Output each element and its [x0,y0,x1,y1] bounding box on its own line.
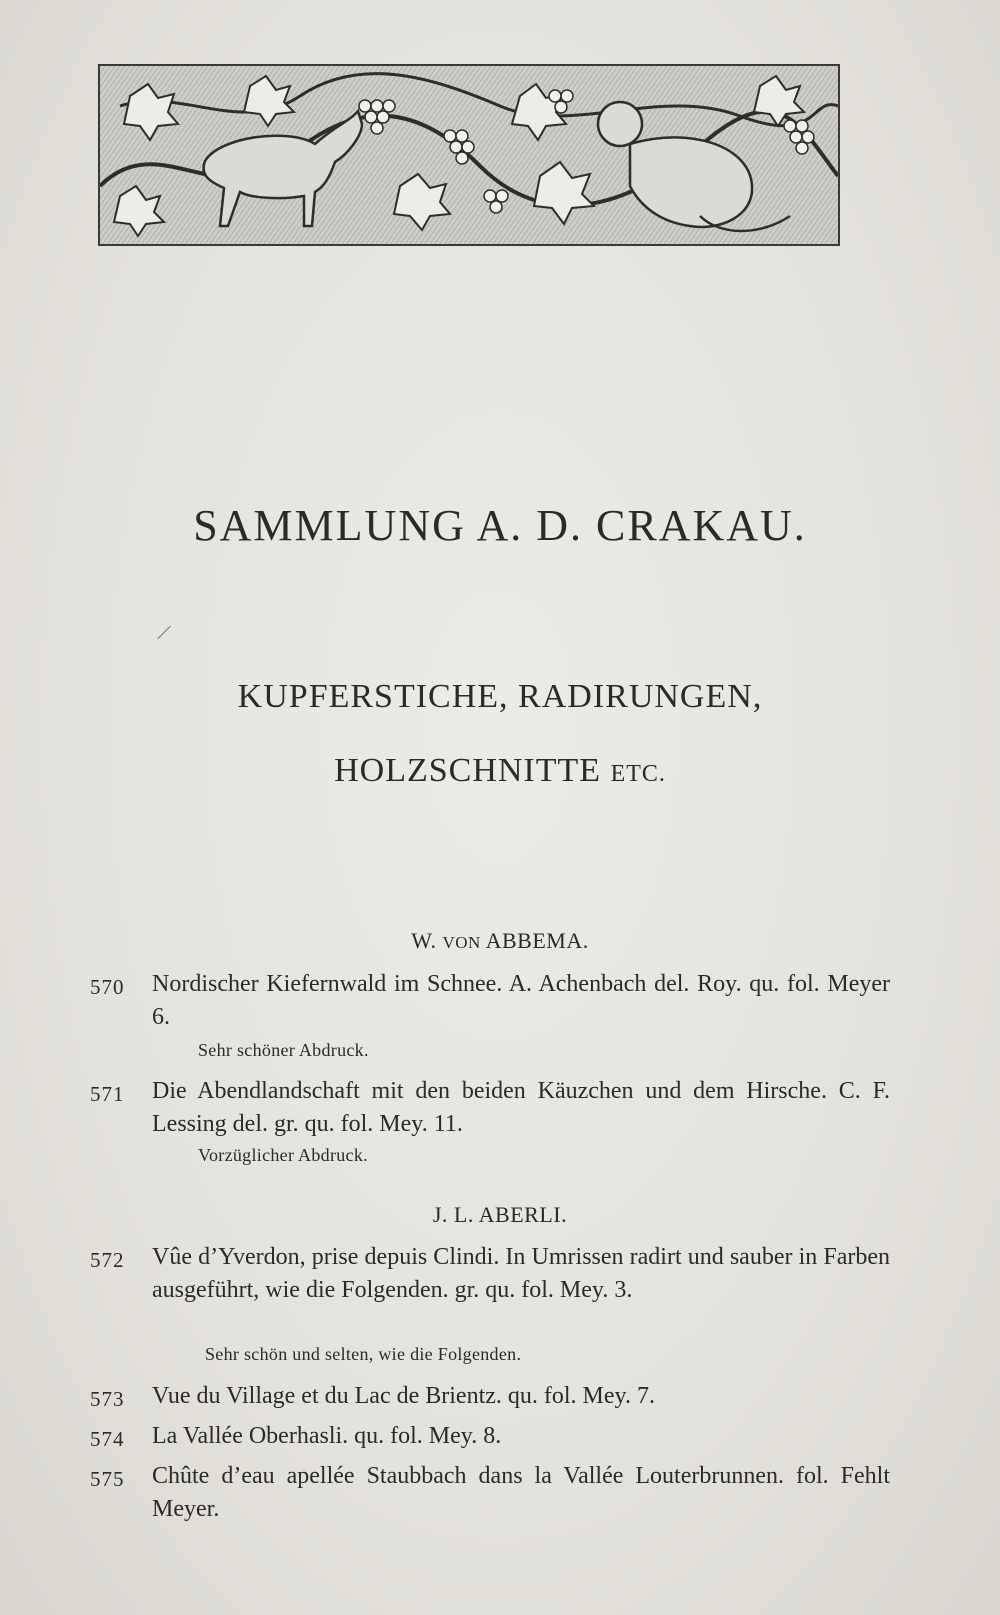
subtitle-main: HOLZSCHNITTE [334,752,602,789]
subtitle-line-2 [0,752,1000,790]
entry-text: Chûte d’eau apellée Staubbach dans la Vallée Louterbrunnen. fol. Fehlt Meyer. [152,1463,890,1522]
entry-number: 573 [90,1387,125,1411]
subtitle-etc: ETC. [610,761,666,787]
catalog-entry [90,968,890,1034]
catalog-entry [90,1075,890,1141]
catalog-entry [90,1241,890,1307]
entry-note: Sehr schöner Abdruck. [198,1040,369,1060]
entry-number: 572 [90,1248,125,1272]
entry-note: Sehr schön und selten, wie die Folgenden. [205,1344,522,1364]
catalog-entry [90,1380,890,1413]
entry-number: 570 [90,975,125,999]
entry-number: 575 [90,1467,125,1491]
entry-number: 574 [90,1427,125,1451]
heading-initial: W. [411,928,437,953]
heading-name: ABBEMA. [485,928,589,953]
entry-note: Vorzüglicher Abdruck. [198,1145,368,1165]
catalog-entry [90,1460,890,1526]
section-heading-aberli: J. L. ABERLI. [432,1202,568,1227]
decorative-vignette-illustration [98,64,840,246]
heading-von: VON [442,933,481,952]
page-title: SAMMLUNG A. D. CRAKAU. [193,501,807,550]
entry-number: 571 [90,1082,125,1106]
section-heading-abbema [0,928,1000,954]
catalog-entry [90,1420,890,1453]
entry-text: Die Abendlandschaft mit den beiden Käuzchen und dem Hirsche. C. F. Lessing del. gr. qu. fol. Mey. 11. [152,1078,890,1137]
stray-mark [157,626,170,639]
entry-text: Nordischer Kiefernwald im Schnee. A. Achenbach del. Roy. qu. fol. Meyer 6. [152,971,890,1030]
entry-text: Vûe d’Yverdon, prise depuis Clindi. In Umrissen radirt und sauber in Farben ausgeführt, wie die Folgenden. gr. qu. fol. Mey. 3. [152,1244,890,1303]
vine-animals-engraving [100,66,838,244]
entry-text: Vue du Village et du Lac de Brientz. qu. fol. Mey. 7. [152,1383,655,1409]
subtitle-line-1: KUPFERSTICHE, RADIRUNGEN, [237,678,763,715]
entry-text: La Vallée Oberhasli. qu. fol. Mey. 8. [152,1423,502,1449]
